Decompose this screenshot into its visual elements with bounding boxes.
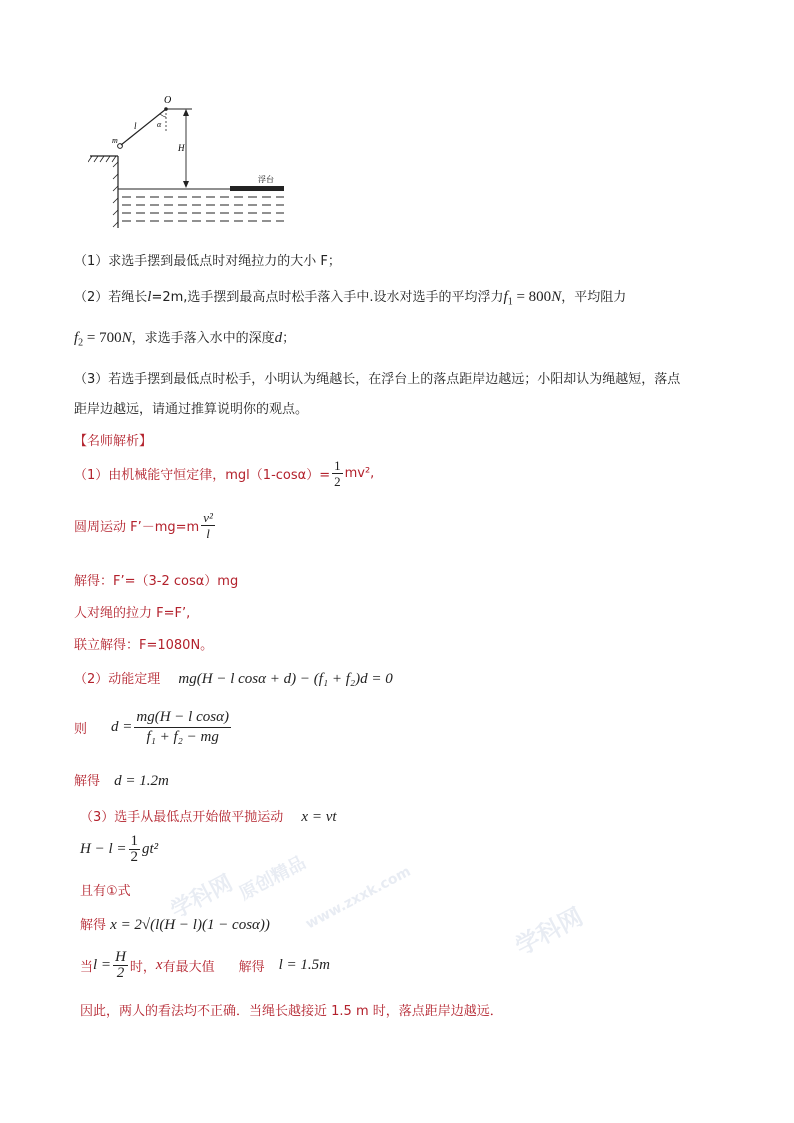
s12-equation: x = 2√(l(H − l)(1 − cosα)) xyxy=(110,917,270,933)
question-3-line-2: 距岸边越远，请通过推算说明你的观点。 xyxy=(74,402,309,417)
s2-text: 圆周运动 F’－mg=m xyxy=(74,520,200,535)
s9-text: （3）选手从最低点开始做平抛运动 xyxy=(80,810,284,825)
label-l: l xyxy=(134,121,137,131)
s13-text-d: 解得 xyxy=(238,960,265,975)
q2-l: l xyxy=(147,289,152,305)
s7-fraction xyxy=(134,708,231,747)
q2-f1-val: = 800 xyxy=(512,289,552,305)
s10-den: 2 xyxy=(130,849,138,865)
s13-x: x xyxy=(155,957,163,973)
s1-den: 2 xyxy=(334,474,341,489)
analysis-step-11: 且有①式 xyxy=(80,884,131,899)
analysis-heading: 【名师解析】 xyxy=(74,434,153,449)
s9-equation: x = vt xyxy=(301,809,337,825)
s2-fraction xyxy=(201,510,215,541)
analysis-step-13 xyxy=(80,950,330,981)
s10-rhs: gt² xyxy=(142,841,159,857)
s8-equation: d = 1.2m xyxy=(114,773,169,789)
watermark-1: 学科网 xyxy=(166,870,237,924)
s13-fraction xyxy=(113,950,128,981)
s1-text-b: mv², xyxy=(344,466,375,481)
q2-d: d xyxy=(274,330,283,346)
watermark-3: www.zxxk.com xyxy=(303,863,414,933)
s7-text: 则 xyxy=(74,722,88,737)
s7-lhs: d = xyxy=(111,719,133,735)
s6-text: （2）动能定理 xyxy=(74,672,161,687)
q2-f1: f xyxy=(503,289,508,305)
q2-f2-sub: 2 xyxy=(78,337,84,349)
s10-num: 1 xyxy=(130,833,138,849)
analysis-step-1 xyxy=(74,458,374,489)
analysis-step-10 xyxy=(80,834,158,865)
analysis-step-7 xyxy=(74,708,233,747)
s13-den: 2 xyxy=(116,965,125,981)
label-m: m xyxy=(112,136,118,145)
analysis-conclusion: 因此，两人的看法均不正确．当绳长越接近 1.5 m 时，落点距岸边越远． xyxy=(80,1004,503,1019)
question-3-line-1: （3）若选手摆到最低点时松手，小明认为绳越长，在浮台上的落点距岸边越远；小阳却认为绳越短，落点 xyxy=(74,372,681,387)
s12-text: 解得 xyxy=(80,918,107,933)
q2-text-c: ，平均阻力 xyxy=(561,290,627,305)
q2-text-a: （2）若绳长 xyxy=(74,290,148,305)
analysis-step-2 xyxy=(74,510,217,541)
analysis-step-3: 解得：F’=（3-2 cosα）mg xyxy=(74,574,239,589)
s13-text-a: 当 xyxy=(80,960,94,975)
s13-text-c: 有最大值 xyxy=(162,960,215,975)
analysis-step-5: 联立解得：F=1080N。 xyxy=(74,638,214,653)
label-alpha: α xyxy=(157,120,162,129)
q2-f2: f xyxy=(74,330,79,346)
analysis-step-8 xyxy=(74,770,169,790)
q2-f2-val: = 700 xyxy=(83,330,122,346)
q2-N1: N xyxy=(551,289,562,305)
question-1: （1）求选手摆到最低点时对绳拉力的大小 F； xyxy=(74,254,341,269)
q2-text-d: ，求选手落入水中的深度 xyxy=(131,331,275,346)
s13-equation: l = 1.5m xyxy=(278,957,330,973)
analysis-step-6 xyxy=(74,668,393,688)
question-2-line-2 xyxy=(74,327,295,349)
s13-num: H xyxy=(115,949,126,965)
q2-f1-sub: 1 xyxy=(507,296,513,308)
s7-num: mg(H − l cosα) xyxy=(134,708,231,728)
watermark-2: 原创精品 xyxy=(235,852,310,905)
s7-den: f₁ + f₂ − mg xyxy=(146,729,219,745)
question-2-line-1 xyxy=(74,286,626,308)
s1-fraction xyxy=(332,458,343,489)
s13-text-b: 时， xyxy=(129,960,156,975)
s10-lhs: H − l = xyxy=(80,841,127,857)
label-H: H xyxy=(178,143,185,153)
s1-text: （1）由机械能守恒定律，mgl（1-cosα）= xyxy=(74,468,331,483)
q2-text-b: =2m,选手摆到最高点时松手落入手中.设水对选手的平均浮力 xyxy=(151,290,504,305)
s10-fraction xyxy=(129,834,141,865)
q2-text-e: ； xyxy=(282,331,296,346)
s2-den: l xyxy=(206,526,210,541)
label-O: O xyxy=(164,95,172,106)
watermark-4: 学科网 xyxy=(510,902,588,961)
label-platform: 浮台 xyxy=(258,175,274,184)
s2-num: v² xyxy=(203,510,213,525)
s6-equation: mg(H − l cosα + d) − (f₁ + f₂)d = 0 xyxy=(178,671,393,687)
q2-N2: N xyxy=(121,330,132,346)
s1-num: 1 xyxy=(334,458,341,473)
analysis-step-9 xyxy=(80,806,337,826)
analysis-step-4: 人对绳的拉力 F=F’, xyxy=(74,606,191,621)
pendulum-figure xyxy=(88,92,288,242)
s13-l: l = xyxy=(93,957,112,973)
s8-text: 解得 xyxy=(74,774,101,789)
